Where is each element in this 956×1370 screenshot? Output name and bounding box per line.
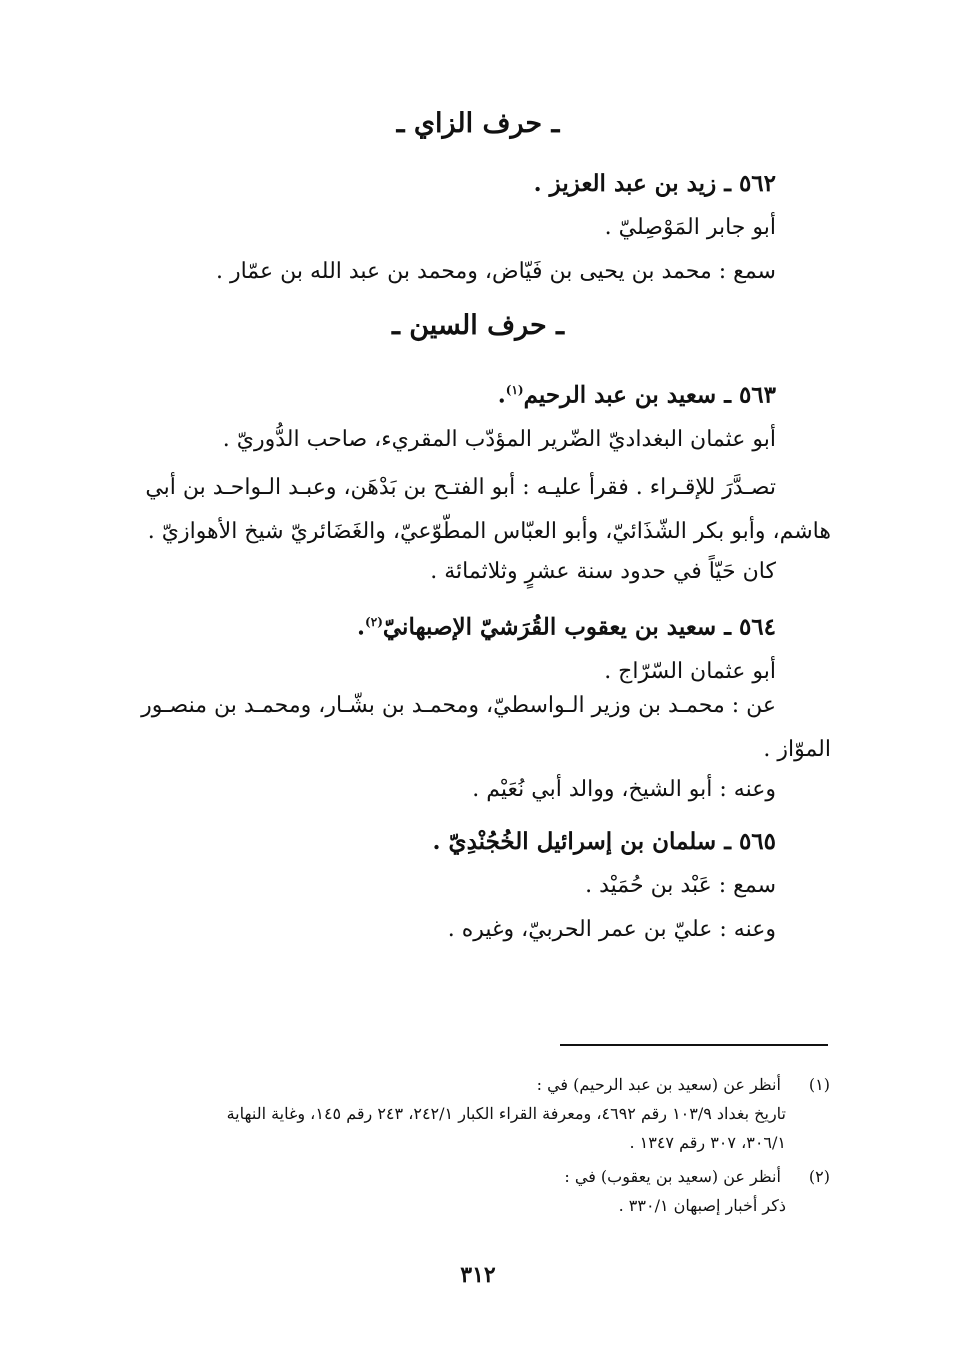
footnote-number: (١): [808, 1075, 830, 1094]
paragraph-line: عن : محمـد بن وزير الـواسطيّ، ومحمـد بن بشّـار، ومحمـد بن منصـور: [141, 693, 776, 718]
footnote-text: أنظر عن (سعيد بن عبد الرحيم) في :: [536, 1075, 781, 1094]
footnote-text: أنظر عن (سعيد بن يعقوب) في :: [564, 1167, 781, 1186]
entry-title-end: .: [357, 613, 366, 641]
footnote-continuation: ٣٠٦/١، ٣٠٧ رقم ١٣٤٧ .: [629, 1133, 786, 1152]
entry-563-date: [126, 550, 776, 594]
section-heading-zay: ـ حرف الزاي ـ: [396, 108, 560, 139]
footnote-1: [110, 1070, 830, 1157]
entry-564: [126, 600, 776, 694]
paragraph-line-continued: الموّاز .: [763, 737, 831, 762]
entry-students: وعنه : عليّ بن عمر الحربيّ، وغيره .: [447, 917, 776, 942]
entry-564-paragraph: [56, 684, 831, 772]
entry-563-paragraph: [56, 466, 831, 554]
entry-kunya: أبو عثمان السّرّاج .: [604, 658, 776, 684]
entry-564-students: [126, 768, 776, 812]
footnote-marker: (١): [505, 383, 524, 397]
entry-kunya: أبو جابر المَوْصِليّ .: [604, 215, 776, 240]
footnote-continuation: ذكر أخبار إصبهان ٣٣٠/١ .: [618, 1196, 786, 1215]
footnote-2: [110, 1162, 830, 1220]
paragraph-line: تصـدَّرَ للإقـراء . فقرأ عليـه : أبو الفتـح بن بَدْهَن، وعبـد الـواحـد بن أبي: [145, 475, 776, 500]
entry-title-text: ٥٦٣ ـ سعيد بن عبد الرحيم: [523, 381, 776, 409]
entry-title: ٥٦٥ ـ سلمان بن إسرائيل الخُجُنْدِيّ .: [432, 828, 776, 855]
footnote-continuation: تاريخ بغداد ١٠٣/٩ رقم ٤٦٩٢، ومعرفة القراء الكبار ٢٤٢/١، ٢٤٣ رقم ١٤٥، وغاية النهاية: [226, 1104, 786, 1123]
entry-563: [126, 368, 776, 462]
footnote-number: (٢): [808, 1167, 830, 1186]
entry-heard-from: سمع : عَبْد بن حُمَيْد .: [585, 873, 776, 898]
paragraph-line-continued: هاشم، وأبو بكر الشّذَائيّ، وأبو العبّاس المطّوّعيّ، والغَضَائريّ شيخ الأهوازيّ .: [147, 519, 831, 544]
entry-students: وعنه : أبو الشيخ، ووالد أبي نُعَيْم .: [472, 777, 776, 802]
entry-kunya: أبو عثمان البغداديّ الضّرير المؤدّب المقريء، صاحب الدُّوريّ .: [222, 426, 776, 452]
entry-date: كان حَيّاً في حدود سنة عشرٍ وثلاثمائة .: [430, 559, 776, 584]
footnote-marker: (٢): [365, 615, 383, 629]
footnote-divider: [560, 1044, 828, 1046]
entry-title-text: ٥٦٤ ـ سعيد بن يعقوب القُرَشيّ الإصبهانيّ: [382, 613, 776, 641]
entry-heard-from: سمع : محمد بن يحيى بن فَيّاض، ومحمد بن عبد الله بن عمّار .: [215, 259, 776, 284]
entry-title: [126, 600, 776, 650]
entry-title: ٥٦٢ ـ زيد بن عبد العزيز .: [533, 170, 776, 197]
page-number: ٣١٢: [460, 1262, 496, 1288]
entry-title-end: .: [497, 381, 506, 409]
entry-title: [126, 368, 776, 418]
section-heading-sin: ـ حرف السين ـ: [391, 310, 565, 341]
entry-565: [126, 820, 776, 952]
entry-562: [126, 162, 776, 294]
